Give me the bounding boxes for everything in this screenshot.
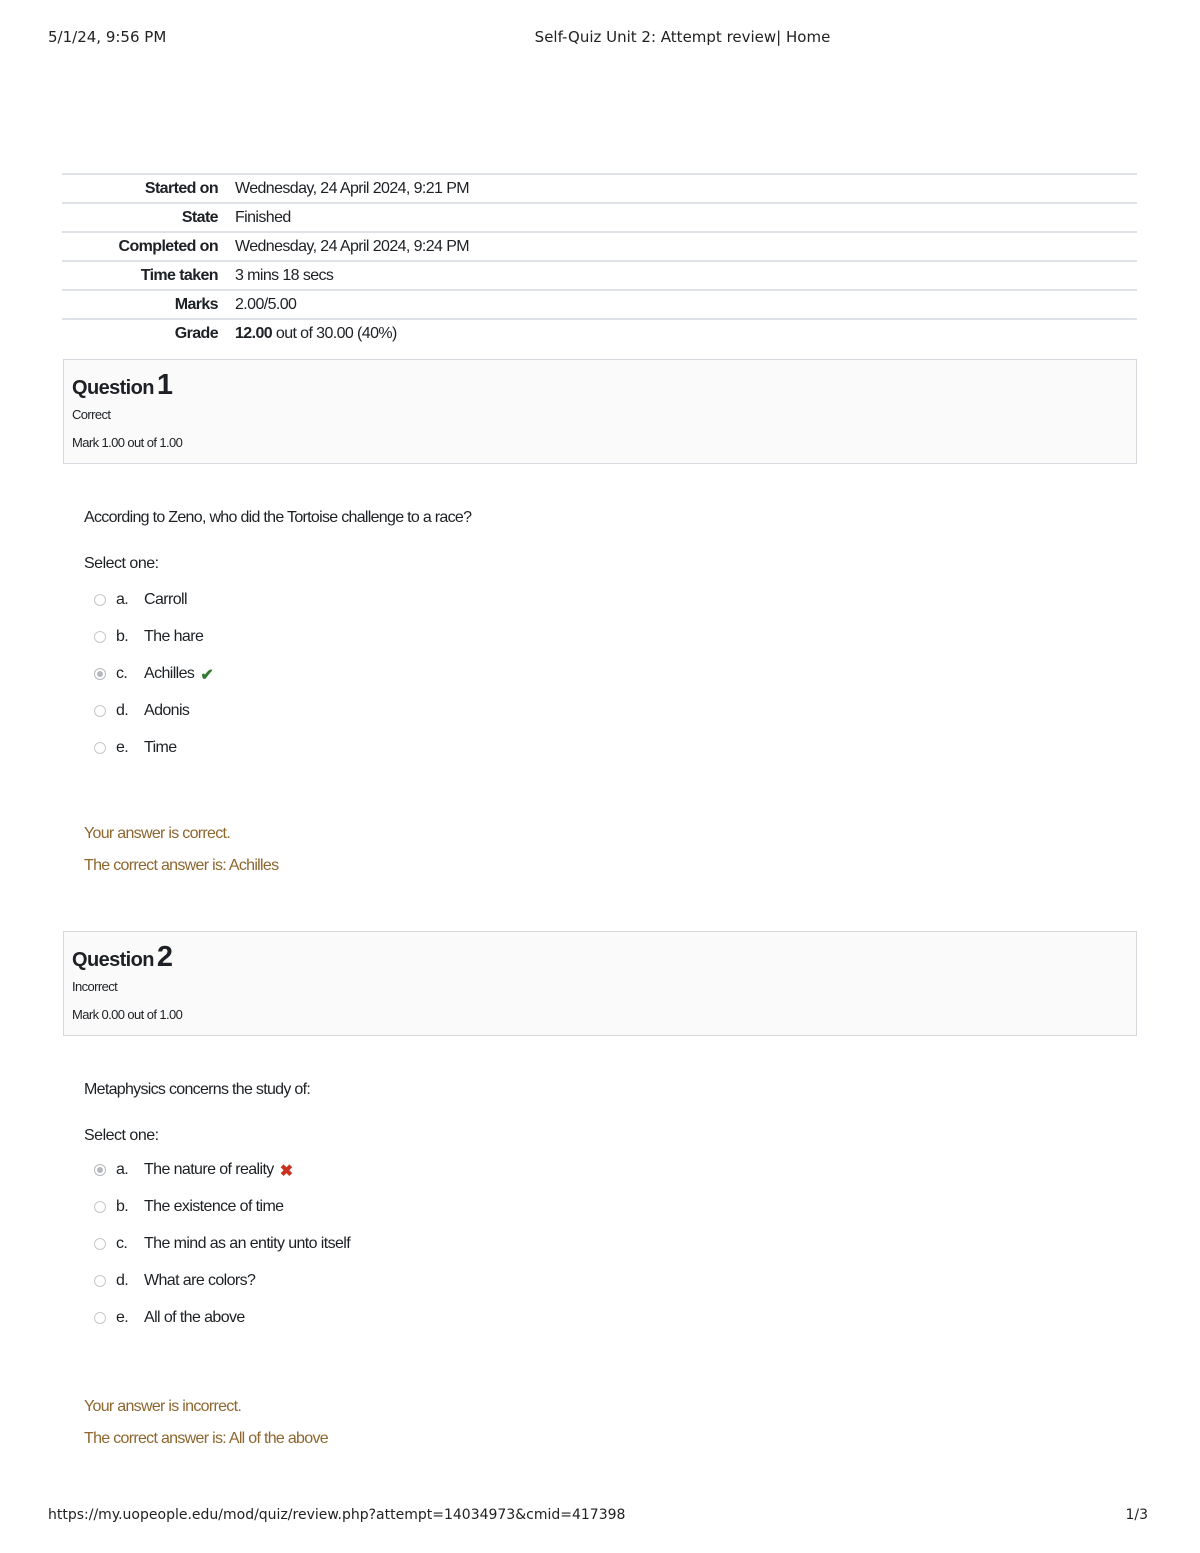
answer-option-b[interactable] bbox=[94, 1198, 1134, 1235]
question-2-body bbox=[84, 1081, 1134, 1346]
answer-feedback: Your answer is correct. bbox=[84, 825, 231, 842]
answer-letter: e. bbox=[116, 1309, 129, 1326]
radio-button[interactable] bbox=[94, 1238, 106, 1250]
question-1-body bbox=[84, 509, 1134, 776]
answer-text: The hare bbox=[144, 628, 204, 645]
answer-option-d[interactable] bbox=[94, 702, 1134, 739]
answer-text: The nature of reality bbox=[144, 1161, 274, 1178]
answer-letter: d. bbox=[116, 1272, 129, 1289]
answer-text: All of the above bbox=[144, 1309, 245, 1326]
summary-value: 3 mins 18 secs bbox=[235, 266, 334, 284]
question-1-feedback bbox=[84, 825, 278, 889]
summary-row-time-taken bbox=[62, 261, 1137, 290]
print-footer bbox=[48, 1507, 1148, 1527]
radio-button[interactable] bbox=[94, 1312, 106, 1324]
answer-feedback: Your answer is incorrect. bbox=[84, 1398, 242, 1415]
answer-text: The mind as an entity unto itself bbox=[144, 1235, 351, 1252]
summary-label: Started on bbox=[144, 179, 218, 197]
answer-letter: a. bbox=[116, 1161, 129, 1178]
question-label: Question bbox=[72, 377, 154, 399]
summary-row-completed bbox=[62, 232, 1137, 261]
summary-row-grade bbox=[62, 319, 1137, 347]
answer-letter: b. bbox=[116, 1198, 129, 1215]
answer-option-b[interactable] bbox=[94, 628, 1134, 665]
answer-text: What are colors? bbox=[144, 1272, 256, 1289]
answer-letter: a. bbox=[116, 591, 129, 608]
question-2-info bbox=[63, 931, 1137, 1036]
radio-button[interactable] bbox=[94, 594, 106, 606]
cross-icon: ✖ bbox=[279, 1163, 293, 1180]
question-2-feedback bbox=[84, 1398, 328, 1462]
answer-letter: d. bbox=[116, 702, 129, 719]
answer-option-d[interactable] bbox=[94, 1272, 1134, 1309]
answer-letter: c. bbox=[116, 1235, 128, 1252]
answer-letter: b. bbox=[116, 628, 129, 645]
print-page-title: Self-Quiz Unit 2: Attempt review| Home bbox=[534, 28, 831, 46]
answer-text: Adonis bbox=[144, 702, 190, 719]
question-text: Metaphysics concerns the study of: bbox=[84, 1081, 311, 1098]
answer-option-e[interactable] bbox=[94, 1309, 1134, 1346]
grade-out-of: out of 30.00 (40%) bbox=[272, 324, 397, 342]
answer-text: Carroll bbox=[144, 591, 187, 608]
summary-label: State bbox=[181, 208, 218, 226]
answer-text: Time bbox=[144, 739, 177, 756]
question-mark: Mark 1.00 out of 1.00 bbox=[72, 435, 183, 450]
answer-option-c[interactable] bbox=[94, 665, 1134, 702]
summary-row-state bbox=[62, 203, 1137, 232]
summary-value: Finished bbox=[235, 208, 291, 226]
radio-button[interactable] bbox=[94, 1201, 106, 1213]
check-icon: ✔ bbox=[200, 667, 214, 684]
question-title bbox=[72, 368, 1128, 402]
print-url: https://my.uopeople.edu/mod/quiz/review.php?attempt=14034973&cmid=417398 bbox=[48, 1507, 626, 1523]
select-one-prompt: Select one: bbox=[84, 1127, 159, 1144]
print-header bbox=[48, 28, 1152, 48]
print-date: 5/1/24, 9:56 PM bbox=[48, 28, 167, 46]
answer-option-a[interactable] bbox=[94, 1161, 1134, 1198]
radio-button[interactable] bbox=[94, 742, 106, 754]
answer-letter: e. bbox=[116, 739, 129, 756]
select-one-prompt: Select one: bbox=[84, 555, 159, 572]
summary-value bbox=[226, 319, 1137, 347]
summary-label: Time taken bbox=[140, 266, 218, 284]
summary-label: Marks bbox=[174, 295, 218, 313]
answer-option-e[interactable] bbox=[94, 739, 1134, 776]
radio-button[interactable] bbox=[94, 631, 106, 643]
grade-value: 12.00 bbox=[235, 324, 273, 342]
summary-value: Wednesday, 24 April 2024, 9:24 PM bbox=[235, 237, 469, 255]
question-number: 1 bbox=[156, 369, 173, 401]
question-1-info bbox=[63, 359, 1137, 464]
answer-list bbox=[84, 1161, 1134, 1346]
answer-text: Achilles bbox=[144, 665, 195, 682]
question-state: Correct bbox=[72, 407, 111, 422]
answer-option-a[interactable] bbox=[94, 591, 1134, 628]
question-label: Question bbox=[72, 949, 154, 971]
question-number: 2 bbox=[156, 941, 173, 973]
summary-label: Grade bbox=[174, 324, 218, 342]
summary-value: Wednesday, 24 April 2024, 9:21 PM bbox=[235, 179, 469, 197]
radio-button-selected[interactable] bbox=[94, 668, 106, 680]
answer-letter: c. bbox=[116, 665, 128, 682]
question-state: Incorrect bbox=[72, 979, 118, 994]
summary-value: 2.00/5.00 bbox=[235, 295, 297, 313]
question-text: According to Zeno, who did the Tortoise challenge to a race? bbox=[84, 509, 472, 526]
radio-button[interactable] bbox=[94, 705, 106, 717]
radio-button[interactable] bbox=[94, 1275, 106, 1287]
right-answer: The correct answer is: Achilles bbox=[84, 857, 279, 874]
right-answer: The correct answer is: All of the above bbox=[84, 1430, 328, 1447]
summary-label: Completed on bbox=[118, 237, 218, 255]
attempt-summary-table bbox=[62, 173, 1137, 347]
page-number: 1/3 bbox=[1125, 1507, 1148, 1523]
answer-list bbox=[84, 591, 1134, 776]
radio-button-selected[interactable] bbox=[94, 1164, 106, 1176]
summary-row-marks bbox=[62, 290, 1137, 319]
summary-row-started bbox=[62, 174, 1137, 203]
question-title bbox=[72, 940, 1128, 974]
question-mark: Mark 0.00 out of 1.00 bbox=[72, 1007, 183, 1022]
answer-option-c[interactable] bbox=[94, 1235, 1134, 1272]
answer-text: The existence of time bbox=[144, 1198, 284, 1215]
